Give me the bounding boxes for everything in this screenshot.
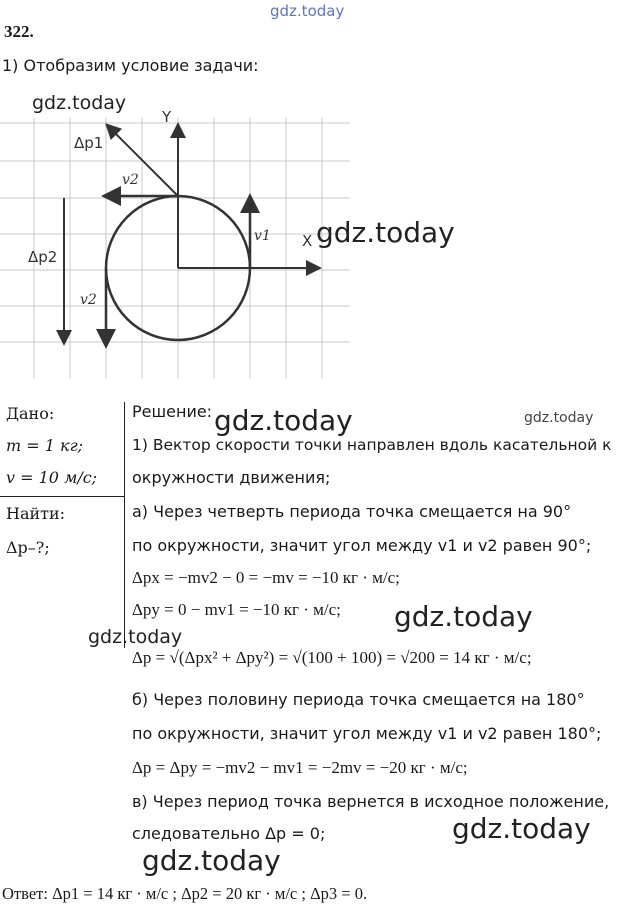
step1-heading: 1) Отобразим условие задачи: xyxy=(2,56,259,75)
label-dp2: Δp2 xyxy=(28,248,58,266)
solution-line-9: по окружности, значит угол между v1 и v2 равен 180°; xyxy=(132,724,602,743)
watermark-bottom2: gdz.today xyxy=(142,844,281,877)
given-divider-horizontal xyxy=(0,496,124,497)
problem-number: 322. xyxy=(4,22,34,41)
solution-line-7: Δp = √(Δpx² + Δpy²) = √(100 + 100) = √200 = 14 кг · м/с; xyxy=(132,648,532,667)
solution-line-6: Δpy = 0 − mv1 = −10 кг · м/с; xyxy=(132,600,341,619)
given-mass: m = 1 кг; xyxy=(6,436,84,455)
solution-line-1: 1) Вектор скорости точки направлен вдоль касательной к xyxy=(132,436,612,454)
watermark-top: gdz.today xyxy=(270,2,345,20)
given-speed: v = 10 м/с; xyxy=(6,468,98,487)
find-value: Δp–?; xyxy=(6,538,50,557)
watermark-diagram: gdz.today xyxy=(32,92,127,114)
label-v2-top: v2 xyxy=(122,172,139,188)
watermark-diagram-right: gdz.today xyxy=(316,216,455,249)
given-title: Дано: xyxy=(6,404,55,423)
label-dp1: Δp1 xyxy=(74,134,104,152)
solution-line-10: Δp = Δpy = −mv2 − mv1 = −2mv = −20 кг · м/с; xyxy=(132,758,468,777)
solution-line-2: окружности движения; xyxy=(132,468,331,487)
answer-line: Ответ: Δp1 = 14 кг · м/с ; Δp2 = 20 кг · м/с ; Δp3 = 0. xyxy=(2,884,368,903)
solution-line-8: б) Через половину периода точка смещается на 180° xyxy=(132,690,585,709)
label-x: X xyxy=(302,232,313,250)
find-title: Найти: xyxy=(6,504,66,523)
solution-line-11: в) Через период точка вернется в исходное положение, xyxy=(132,792,610,811)
label-v1: v1 xyxy=(254,228,271,244)
label-v2-left: v2 xyxy=(80,292,97,308)
solution-line-5: Δpx = −mv2 − 0 = −mv = −10 кг · м/с; xyxy=(132,568,400,587)
watermark-solution-small: gdz.today xyxy=(524,410,594,426)
watermark-mid2: gdz.today xyxy=(88,626,183,648)
solution-line-12: следовательно Δp = 0; xyxy=(132,824,326,843)
solution-line-4: по окружности, значит угол между v1 и v2 равен 90°; xyxy=(132,536,592,555)
watermark-solution: gdz.today xyxy=(214,404,353,437)
label-y: Y xyxy=(162,108,172,126)
solution-title: Решение: xyxy=(132,402,213,421)
solution-line-3: а) Через четверть периода точка смещается на 90° xyxy=(132,502,572,521)
given-divider-vertical xyxy=(124,402,125,648)
watermark-mid1: gdz.today xyxy=(394,600,533,633)
watermark-bottom1: gdz.today xyxy=(452,812,591,845)
